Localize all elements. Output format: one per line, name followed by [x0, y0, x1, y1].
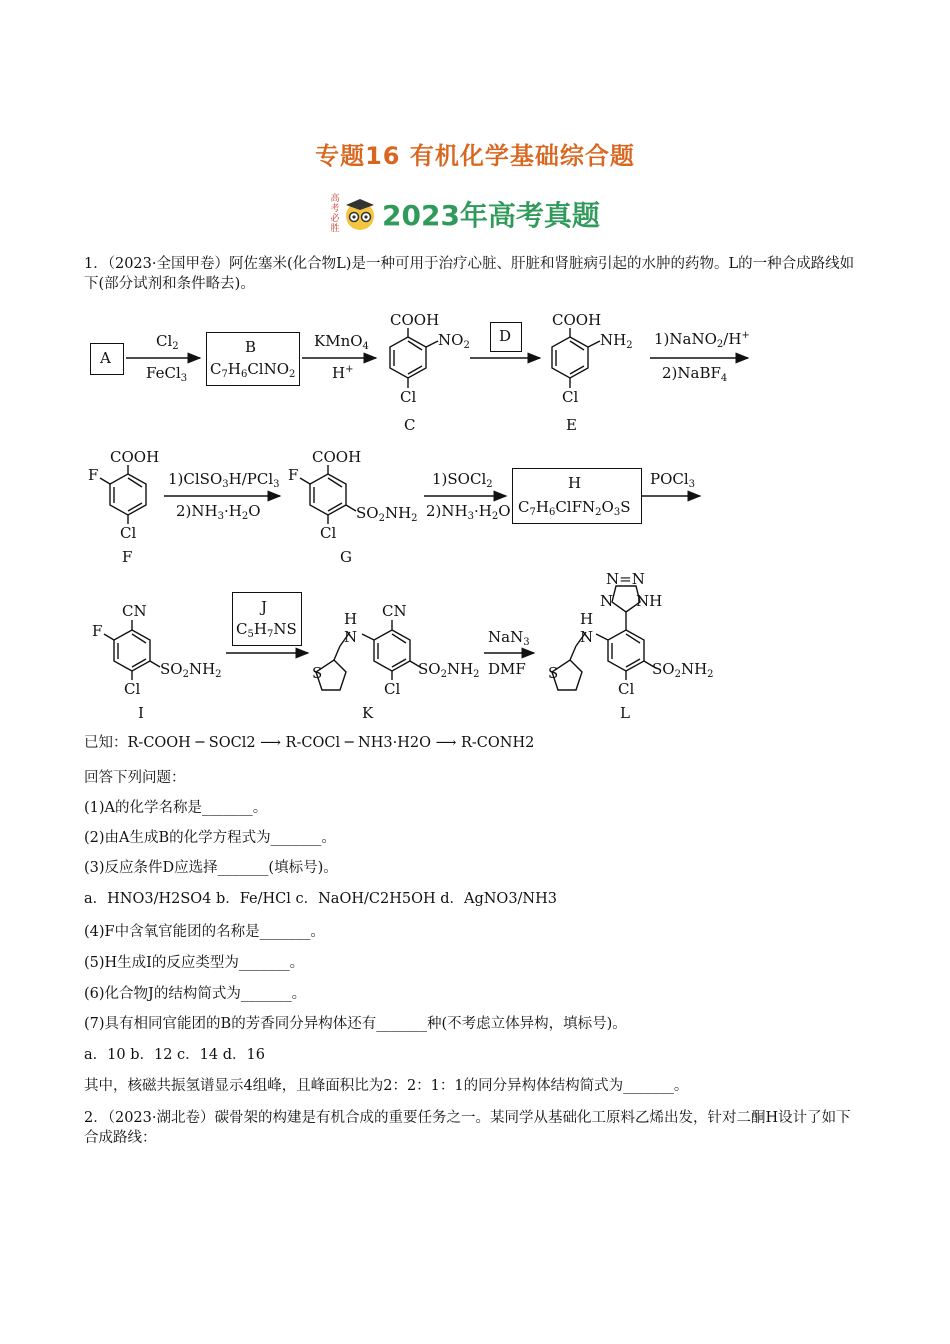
reagent-dmf: DMF [488, 660, 526, 678]
i-cl: Cl [124, 680, 141, 698]
question-4: (4)F中含氧官能团的名称是_______。 [84, 924, 325, 940]
g-so2nh2: $SO_2NH_2$ [356, 504, 418, 524]
f-f: F [88, 466, 99, 484]
g-f: F [288, 466, 299, 484]
e-cooh: COOH [552, 311, 602, 329]
formula-h: $C_7H_6ClFN_2O_3S$ [518, 498, 631, 518]
page-title: 专题16 有机化学基础综合题 [315, 142, 635, 170]
label-f: F [122, 548, 133, 566]
formula-b: $C_7H_6ClNO_2$ [210, 360, 296, 380]
question-1: (1)A的化学名称是_______。 [84, 800, 268, 816]
q2-source: （2023·湖北卷） [107, 1110, 215, 1126]
reagent-socl2: 1)SOCl$_2$ [432, 470, 493, 490]
l-nh: H N [580, 610, 594, 646]
question-7-followup: 其中，核磁共振氢谱显示4组峰，且峰面积比为2：2：1：1的同分异构体结构简式为_______。 [84, 1078, 689, 1094]
g-cooh: COOH [312, 448, 362, 466]
label-c: C [404, 416, 416, 434]
l-so2nh2: $SO_2NH_2$ [652, 660, 714, 680]
ring-i [114, 630, 150, 671]
label-k: K [362, 704, 374, 722]
q2-number: 2． [84, 1110, 108, 1126]
i-so2nh2: $SO_2NH_2$ [160, 660, 222, 680]
c-cl: Cl [400, 388, 417, 406]
k-cn: CN [382, 602, 407, 620]
k-nh: H N [344, 610, 358, 646]
label-b: B [245, 338, 257, 356]
tetrazole-n: N [600, 592, 614, 610]
reagent-fecl3: FeCl$_3$ [146, 364, 188, 384]
reagent-kmno4: KMnO$_4$ [314, 332, 369, 352]
reagent-nh3h2o-b: $2)NH_3\cdot H_2O$ [426, 502, 511, 522]
label-e: E [566, 416, 577, 434]
banner-text: 2023年高考真题 [382, 199, 600, 232]
k-so2nh2: $SO_2NH_2$ [418, 660, 480, 680]
reagent-cl2: $Cl_2$ [156, 332, 179, 352]
label-l: L [620, 704, 630, 722]
c-cooh: COOH [390, 311, 440, 329]
f-cooh: COOH [110, 448, 160, 466]
q2-body: 碳骨架的构建是有机合成的重要任务之一。某同学从基础化工原料乙烯出发，针对二酮H设计了如下合成路线： [84, 1110, 851, 1146]
formula-j: $C_5H_7NS$ [236, 620, 297, 640]
question-7: (7)具有相同官能团的B的芳香同分异构体还有_______种(不考虑立体异构，填标号)。 [84, 1016, 627, 1032]
reagent-nan3: NaN$_3$ [488, 628, 530, 648]
question-3-options: a．HNO3/H2SO4 b．Fe/HCl c．NaOH/C2H5OH d．AgNO3/NH3 [84, 891, 557, 907]
ring-e [552, 337, 588, 378]
e-nh2: $NH_2$ [600, 331, 633, 351]
ring-l [608, 630, 644, 671]
question-2: (2)由A生成B的化学方程式为_______。 [84, 830, 336, 846]
known-reaction: 已知：R-COOH ─ SOCl2 ⟶ R-COCl ─ NH3·H2O ⟶ R-CONH2 [84, 735, 535, 751]
question-3: (3)反应条件D应选择_______(填标号)。 [84, 860, 338, 876]
reagent-clso3h: 1)ClSO$_3$H/PCl$_3$ [168, 470, 280, 490]
label-a: A [100, 349, 111, 367]
question-5: (5)H生成I的反应类型为_______。 [84, 955, 305, 971]
q2-text [84, 1108, 864, 1148]
label-g: G [340, 548, 352, 566]
label-d: D [499, 327, 512, 345]
tetrazole-nh: NH [636, 592, 663, 610]
i-f: F [92, 622, 103, 640]
reagent-nh3h2o-a: $2)NH_3\cdot H_2O$ [176, 502, 261, 522]
f-cl: Cl [120, 524, 137, 542]
banner-side-text: 高考必胜 [330, 194, 340, 234]
label-h: H [568, 474, 582, 492]
ring-g [310, 474, 346, 515]
label-i: I [138, 704, 144, 722]
ring-f [110, 474, 146, 515]
l-cl: Cl [618, 680, 635, 698]
question-6: (6)化合物J的结构简式为_______。 [84, 986, 307, 1002]
c-no2: $NO_2$ [438, 331, 470, 351]
reagent-nabf4: 2)NaBF$_4$ [662, 364, 728, 384]
ring-k [374, 630, 410, 671]
k-cl: Cl [384, 680, 401, 698]
q1-number: 1． [84, 256, 108, 272]
i-cn: CN [122, 602, 147, 620]
q1-source: （2023·全国甲卷） [107, 256, 229, 272]
prompt: 回答下列问题： [84, 770, 186, 786]
label-j: J [261, 598, 268, 616]
reagent-pocl3: POCl$_3$ [650, 470, 696, 490]
e-cl: Cl [562, 388, 579, 406]
question-7-options: a．10 b．12 c．14 d．16 [84, 1047, 265, 1063]
tetrazole-top: N=N [606, 570, 645, 588]
reagent-hplus: H+ [332, 364, 354, 382]
q1-intro-text: 阿佐塞米(化合物L)是一种可用于治疗心脏、肝脏和肾脏病引起的水肿的药物。L的一种合成路线如下(部分试剂和条件略去)。 [84, 256, 855, 292]
l-s: S [548, 664, 559, 682]
k-s: S [312, 664, 323, 682]
g-cl: Cl [320, 524, 337, 542]
reagent-nano2: 1)NaNO$_2$/H+ [654, 330, 750, 350]
ring-c [390, 337, 426, 378]
